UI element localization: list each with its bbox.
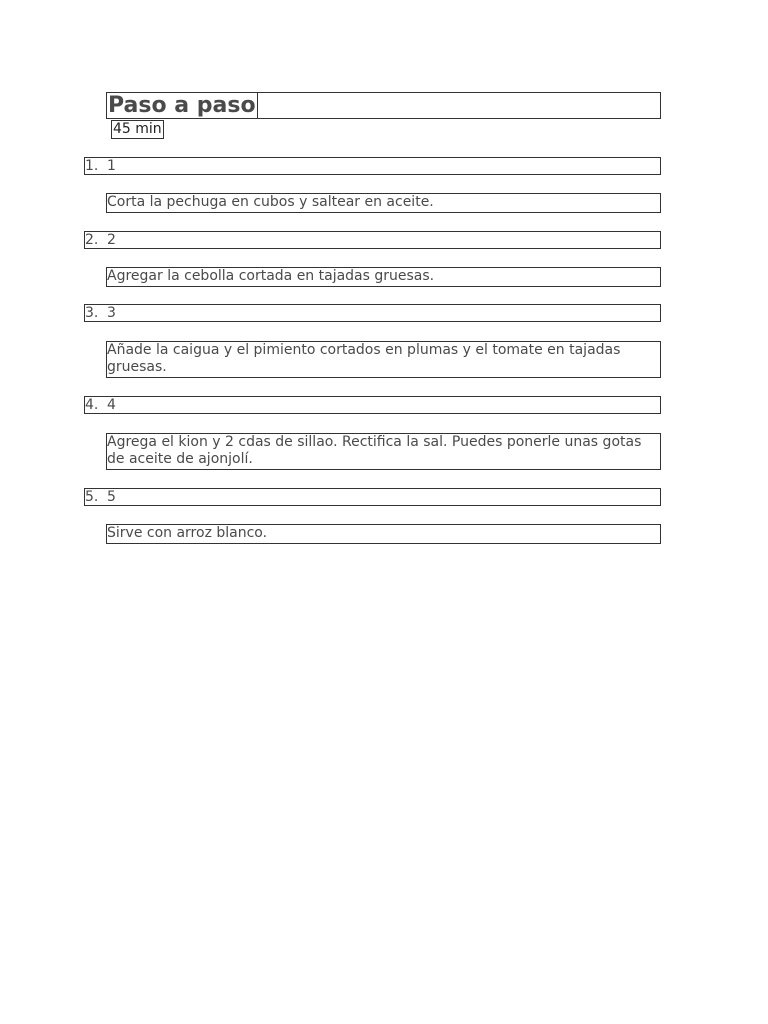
step-marker: 5. (85, 489, 99, 505)
step-description: Añade la caigua y el pimiento cortados en plumas y el tomate en tajadas gruesas. (106, 341, 661, 378)
step-number-row (84, 157, 661, 175)
step-number-row (84, 396, 661, 414)
step-number-row (84, 304, 661, 322)
cook-time-badge: 45 min (113, 121, 162, 137)
step-number: 5 (107, 489, 116, 505)
step-description: Agrega el kion y 2 cdas de sillao. Rectifica la sal. Puedes ponerle unas gotas de aceite de ajonjolí. (106, 433, 661, 470)
step-number: 2 (107, 232, 116, 248)
step-marker: 2. (85, 232, 99, 248)
step-marker: 3. (85, 305, 99, 321)
step-number: 4 (107, 397, 116, 413)
step-marker: 4. (85, 397, 99, 413)
step-description: Corta la pechuga en cubos y saltear en aceite. (106, 193, 661, 213)
step-number: 1 (107, 158, 116, 174)
page-title: Paso a paso (108, 93, 256, 118)
step-description: Sirve con arroz blanco. (106, 524, 661, 544)
step-number-row (84, 488, 661, 506)
step-description: Agregar la cebolla cortada en tajadas gruesas. (106, 267, 661, 287)
step-marker: 1. (85, 158, 99, 174)
step-number-row (84, 231, 661, 249)
step-number: 3 (107, 305, 116, 321)
